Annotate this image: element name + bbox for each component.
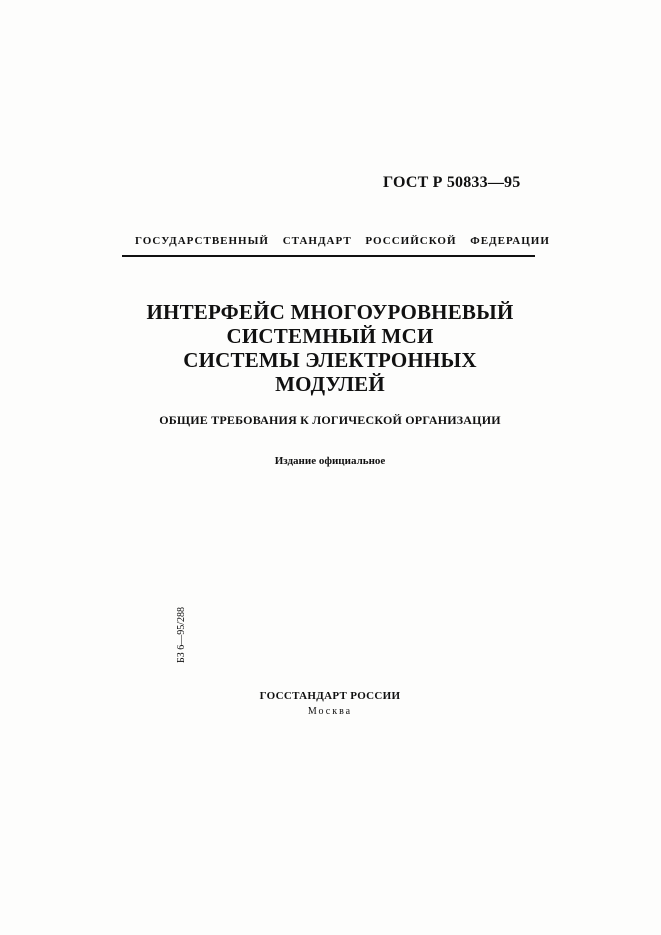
header-divider [122, 255, 535, 257]
standard-header [135, 235, 550, 247]
header-word: ГОСУДАРСТВЕННЫЙ [135, 235, 269, 247]
title-line: СИСТЕМНЫЙ МСИ [226, 324, 434, 348]
title-line: МОДУЛЕЙ [275, 372, 385, 396]
edition-note: Издание официальное [274, 455, 386, 467]
title-line: СИСТЕМЫ ЭЛЕКТРОННЫХ [183, 348, 477, 372]
catalog-code: БЗ 6—95/288 [176, 606, 187, 664]
publisher: ГОССТАНДАРТ РОССИИ [259, 690, 401, 702]
header-word: ФЕДЕРАЦИИ [470, 235, 550, 247]
publication-city: Москва [307, 706, 353, 717]
header-word: РОССИЙСКОЙ [365, 235, 457, 247]
document-title [120, 300, 540, 396]
document-subtitle: ОБЩИЕ ТРЕБОВАНИЯ К ЛОГИЧЕСКОЙ ОРГАНИЗАЦИИ [159, 413, 501, 427]
gost-number: ГОСТ Р 50833—95 [383, 174, 521, 191]
title-line: ИНТЕРФЕЙС МНОГОУРОВНЕВЫЙ [146, 300, 514, 324]
header-word: СТАНДАРТ [282, 235, 352, 247]
